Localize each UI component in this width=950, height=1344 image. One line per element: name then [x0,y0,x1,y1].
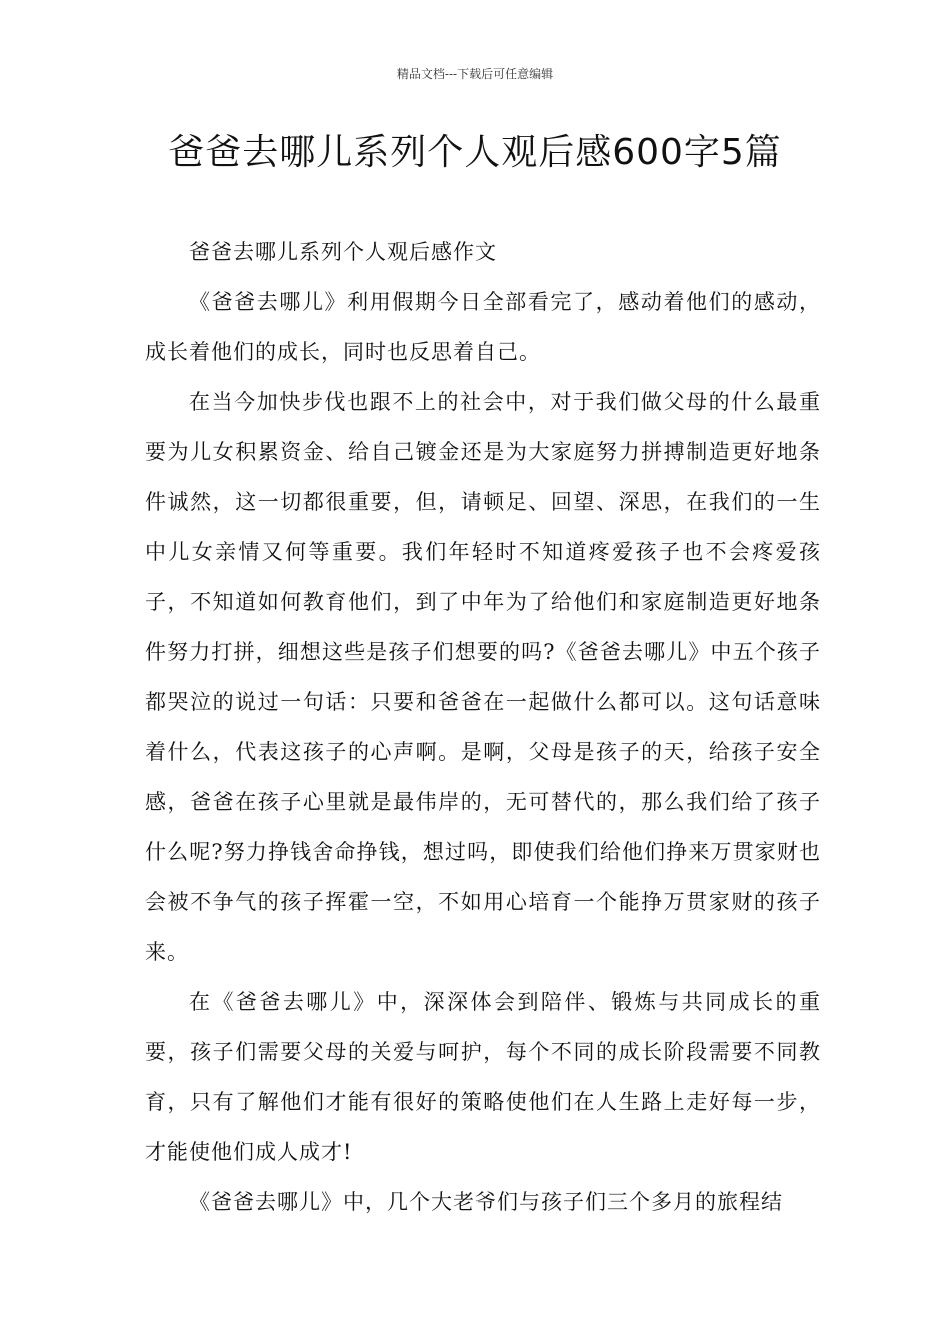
document-body [145,227,821,1227]
document-title: 爸爸去哪儿系列个人观后感600字5篇 [168,132,782,173]
paragraph-subtitle: 爸爸去哪儿系列个人观后感作文 [189,240,497,264]
header-note: 精品文档---下载后可任意编辑 [396,67,554,81]
paragraph: 《爸爸去哪儿》利用假期今日全部看完了，感动着他们的感动，成长着他们的成长，同时也反思着自己。 [145,290,821,364]
paragraph: 在当今加快步伐也跟不上的社会中，对于我们做父母的什么最重要为儿女积累资金、给自己镀金还是为大家庭努力拼搏制造更好地条件诚然，这一切都很重要，但，请顿足、回望、深思，在我们的一生中儿女亲情又何等重要。我们年轻时不知道疼爱孩子也不会疼爱孩子，不知道如何教育他们，到了中年为了给他们和家庭制造更好地条件努力打拼，细想这些是孩子们想要的吗?《爸爸去哪儿》中五个孩子都哭泣的说过一句话：只要和爸爸在一起做什么都可以。这句话意味着什么，代表这孩子的心声啊。是啊，父母是孩子的天，给孩子安全感，爸爸在孩子心里就是最伟岸的，无可替代的，那么我们给了孩子什么呢?努力挣钱舍命挣钱，想过吗，即使我们给他们挣来万贯家财也会被不争气的孩子挥霍一空，不如用心培育一个能挣万贯家财的孩子来。 [145,390,821,964]
paragraph: 《爸爸去哪儿》中，几个大老爷们与孩子们三个多月的旅程结 [189,1190,783,1214]
paragraph: 在《爸爸去哪儿》中，深深体会到陪伴、锻炼与共同成长的重要，孩子们需要父母的关爱与呵护，每个不同的成长阶段需要不同教育，只有了解他们才能有很好的策略使他们在人生路上走好每一步，才能使他们成人成才! [145,990,821,1164]
